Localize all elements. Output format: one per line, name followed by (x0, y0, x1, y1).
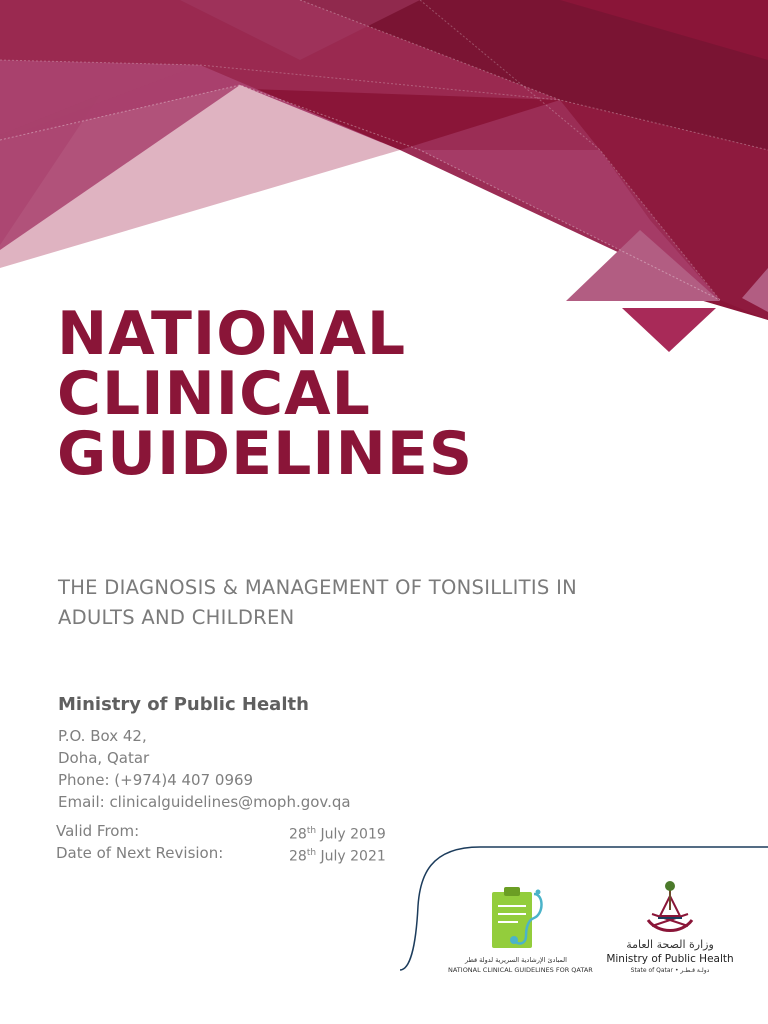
clipboard-stethoscope-icon (488, 884, 548, 954)
valid-from-label: Valid From: (56, 822, 140, 840)
next-revision-date (289, 842, 386, 868)
title-line-3: GUIDELINES (57, 419, 474, 489)
next-revision-label: Date of Next Revision: (56, 844, 224, 862)
ncg-caption-english: NATIONAL CLINICAL GUIDELINES FOR QATAR (448, 966, 593, 974)
phone-text: Phone: (+974)4 407 0969 (58, 771, 254, 789)
address-line-1: P.O. Box 42, (58, 727, 147, 745)
next-revision-month-year: July 2021 (316, 848, 386, 865)
moph-arabic-name: وزارة الصحة العامة (626, 938, 714, 951)
moph-logo (600, 880, 740, 980)
next-revision-row (56, 842, 396, 864)
next-revision-suffix: th (306, 848, 317, 858)
ncg-caption-arabic: المبادئ الإرشادية السريرية لدولة قطر (465, 956, 567, 964)
valid-from-day: 28 (289, 826, 307, 843)
title-line-1: NATIONAL (57, 299, 407, 369)
document-title (57, 299, 474, 489)
ncg-logo (448, 884, 593, 974)
moph-state-line: State of Qatar • دولـة قـطـر (630, 967, 710, 974)
subtitle-line-1: THE DIAGNOSIS & MANAGEMENT OF TONSILLITIS IN (58, 576, 578, 599)
organization-name: Ministry of Public Health (58, 694, 309, 715)
valid-from-row (56, 820, 396, 842)
validity-block (56, 820, 396, 864)
document-subtitle (58, 573, 658, 633)
subtitle-line-2: ADULTS AND CHILDREN (58, 606, 295, 629)
moph-english-name: Ministry of Public Health (606, 953, 734, 965)
qatar-emblem-icon (640, 880, 700, 936)
contact-block (58, 725, 351, 813)
next-revision-day: 28 (289, 848, 307, 865)
title-line-2: CLINICAL (57, 359, 371, 429)
valid-from-suffix: th (306, 826, 317, 836)
valid-from-month-year: July 2019 (316, 826, 386, 843)
address-line-2: Doha, Qatar (58, 749, 150, 767)
email-text: Email: clinicalguidelines@moph.gov.qa (58, 793, 351, 811)
